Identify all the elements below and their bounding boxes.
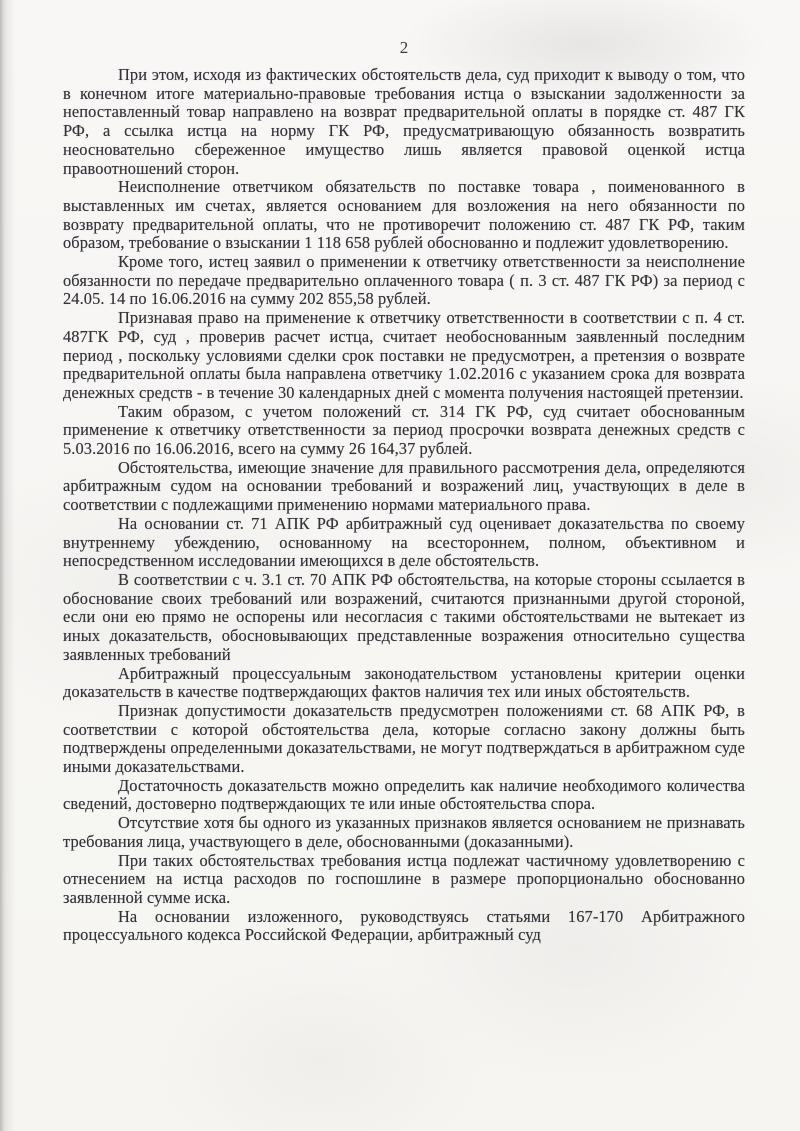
paragraph-art71-apk: На основании ст. 71 АПК РФ арбитражный суд оценивает доказательства по своему внутреннему убеждению, основанному на всестороннем, полном, объективном и непосредственном исследовании имеющихся в деле обстоятельств. <box>63 513 745 571</box>
paragraph-partial-satisfaction: При таких обстоятельствах требования истца подлежат частичному удовлетворению с отнесением на истца расходов по госпошлине в размере пропорционально обоснованно заявленной сумме иска. <box>63 850 745 907</box>
paragraph-art314-sum: Таким образом, с учетом положений ст. 314 ГК РФ, суд считает обоснованным применение к ответчику ответственности за период просрочки возврата денежных средств с 5.03.2016 по 16.06.2016, всего на сумму 26 164,37 рублей. <box>63 401 745 459</box>
paragraph-art68-apk: Признак допустимости доказательств предусмотрен положениями ст. 68 АПК РФ, в соответствии с которой обстоятельства дела, которые согласно закону должны быть подтверждены определенными доказательствами, не могут подтверждаться в арбитражном суде иными доказательствами. <box>63 700 745 777</box>
paragraph-period-recalculation: Признавая право на применение к ответчику ответственности в соответствии с п. 4 ст. 487ГК РФ, суд , проверив расчет истца, считает необоснованным заявленный последним период , поскольку условиями сделки срок поставки не предусмотрен, а претензия о возврате предварительной оплаты была направлена ответчику 1.02.2016 с указанием срока для возврата денежных средств - в течение 30 календарных дней с момента получения настоящей претензии. <box>63 308 745 402</box>
paragraph-art70-apk: В соответствии с ч. 3.1 ст. 70 АПК РФ обстоятельства, на которые стороны ссылается в обоснование своих требований или возражений, считаются признанными другой стороной, если они ею прямо не оспорены или несогласия с такими обстоятельствами не вытекает из иных доказательств, обосновывающих представленные возражения относительно существа заявленных требований <box>63 569 745 664</box>
paragraph-conclusion-prepayment: При этом, исходя из фактических обстоятельств дела, суд приходит к выводу о том, что в конечном итоге материально-правовые требования истца о взыскании задолженности за непоставленный товар направлено на возврат предварительной оплаты в порядке ст. 487 ГК РФ, а ссылка истца на норму ГК РФ, предусматривающую обязанность возвратить неосновательно сбереженное имущество лишь является правовой оценкой истца правоотношений сторон. <box>63 65 745 178</box>
paragraph-circumstances: Обстоятельства, имеющие значение для правильного рассмотрения дела, определяются арбитражным судом на основании требований и возражений лиц, участвующих в деле в соответствии с подлежащими применению нормами материального права. <box>63 457 745 515</box>
paragraph-liability-claim: Кроме того, истец заявил о применении к ответчику ответственности за неисполнение обязанности по передаче предварительно оплаченного товара ( п. 3 ст. 487 ГК РФ) за период с 24.05. 14 по 16.06.2016 на сумму 202 855,58 рублей. <box>63 252 745 309</box>
paragraph-absence-of-signs: Отсутствие хотя бы одного из указанных признаков является основанием не признавать требования лица, участвующего в деле, обоснованными (доказанными). <box>63 813 745 851</box>
paragraph-nonperformance-claim: Неисполнение ответчиком обязательств по поставке товара , поименованного в выставленных им счетах, является основанием для возложения на него обязанности по возврату предварительной оплаты, что не противоречит положению ст. 487 ГК РФ, таким образом, требование о взыскании 1 118 658 рублей обоснованно и подлежит удовлетворению. <box>63 177 745 253</box>
paragraph-sufficiency: Достаточность доказательств можно определить как наличие необходимого количества сведений, достоверно подтверждающих те или иные обстоятельства спора. <box>63 775 745 814</box>
paragraph-evidence-criteria: Арбитражный процессуальным законодательством установлены критерии оценки доказательств в качестве подтверждающих фактов наличия тех или иных обстоятельств. <box>63 663 745 702</box>
page-number: 2 <box>399 38 409 57</box>
document-body <box>63 66 745 945</box>
paragraph-ruling-intro: На основании изложенного, руководствуясь статьями 167-170 Арбитражного процессуального кодекса Российской Федерации, арбитражный суд <box>63 906 745 945</box>
